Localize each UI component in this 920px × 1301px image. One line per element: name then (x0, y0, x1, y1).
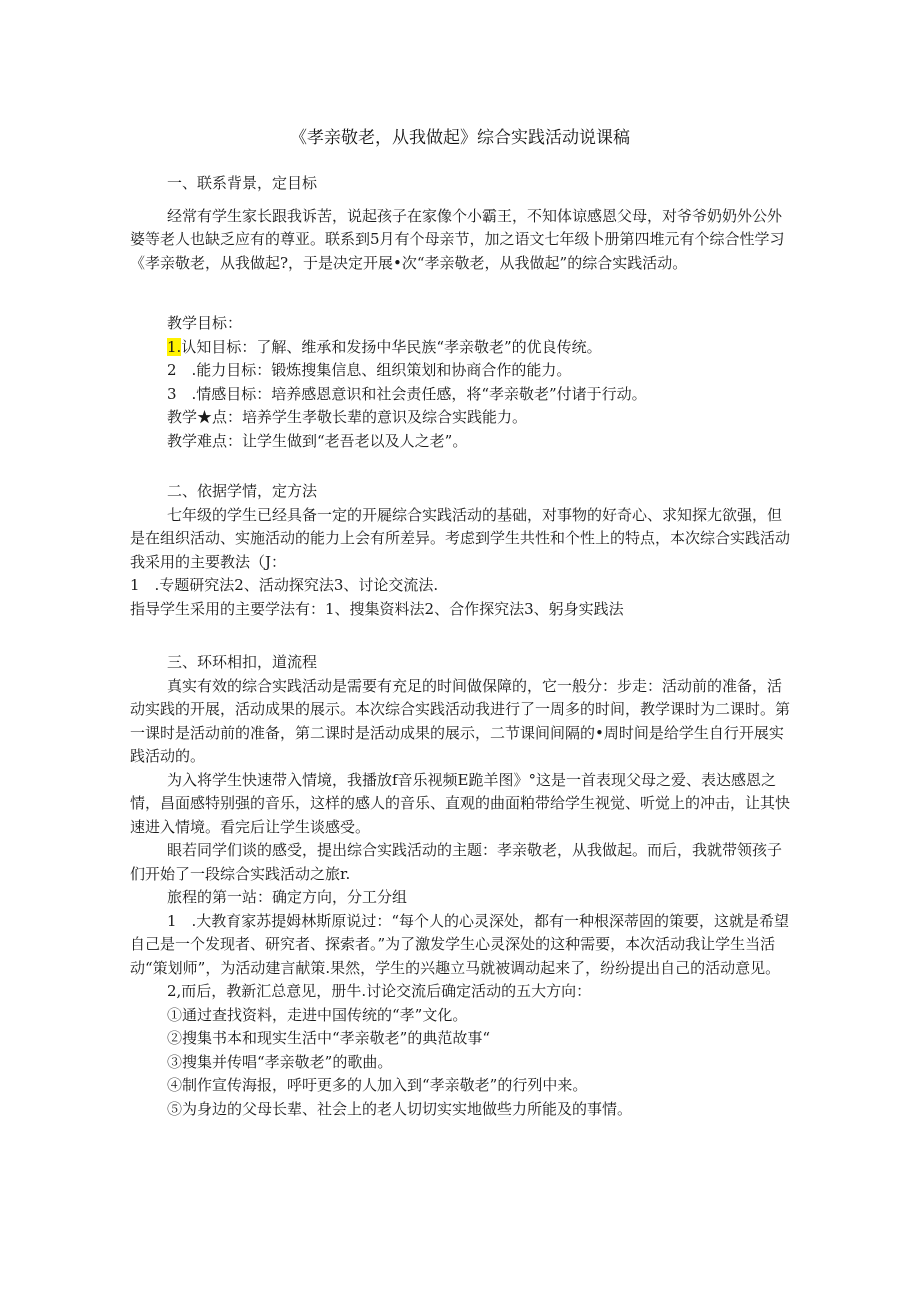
goal-item-3: 3 .情感目标：培养感恩意识和社会责任感，将“孝亲敬老”付诸于行动。 (167, 384, 647, 403)
section-1-paragraph: 经常有学生家长跟我诉苦，说起孩子在家像个小霸王，不知体谅感恩父母，对爷爷奶奶外公外婆等老人也缺乏应有的尊亚。联系到5月有个母亲节，加之语文七年级卜册第四堆元有个综合性学习《孝亲敬老，从我做起?，于是决定开展•次“孝亲敬老，从我做起”的综合实践活动。 (130, 206, 785, 272)
section-2-heading: 二、依据学情，定方法 (167, 482, 318, 500)
section-1-heading: 一、联系背景，定目标 (167, 174, 318, 192)
difficulty: 教学难点：让学生做到“老吾老以及人之老”。 (167, 431, 468, 450)
section-3 (130, 651, 792, 1121)
section-3-heading: 三、环环相扣，道流程 (167, 653, 318, 671)
key-point: 教学★点：培养学生孝敬长辈的意识及综合实践能力。 (167, 408, 528, 426)
learning-methods: 指导学生采用的主要学法有：1、搜集资料法2、合作探究法3、躬身实践法 (130, 599, 624, 618)
direction-5: ⑤为身边的父母长辈、社会上的老人切切实实地做些力所能及的事情。 (167, 1099, 633, 1118)
section-3-paragraph-5: 2,而后，教新汇总意见，册牛.讨论交流后确定活动的五大方向： (167, 982, 592, 1000)
direction-4: ④制作宣传海报，呼吁更多的人加入到“孝亲敬老”的行列中来。 (167, 1076, 588, 1094)
goal-item-1 (130, 336, 792, 360)
section-2-paragraph: 七年级的学生已经具备一定的开屣综合实践活动的基础，对事物的好奇心、求知探尢欲强，但是在组织活动、实施活动的能力上会有所差异。考虑到学生共性和个性上的特点，本次综合实践活动我采用的主要教法（J： (130, 505, 791, 571)
teaching-methods: 1 .专题研究法2、活动探究法3、讨论交流法. (130, 576, 439, 594)
highlight-mark: 1. (167, 337, 182, 356)
goal-item-2: 2 .能力目标：锻炼搜集信息、组织策划和协商合作的能力。 (167, 361, 572, 379)
section-3-paragraph-4: 1 .大教育家苏提姆林斯原说过：“每个人的心灵深处，都有一种根深蒂固的策要，这就是希望自己是一个发现者、研究者、探索者。”为了激发学生心灵深处的这种需要，本次活动我让学生当活动“策划师”，为活动建言献策.果然，学生的兴趣立马就被调动起来了，纷纷提出自己的活动意见。 (130, 911, 789, 977)
section-3-paragraph-2: 为入将学生快速带入情境，我播放f音乐视频E跪羊图》°这是一首表现父母之爱、表达感恩之情，昌面感特别强的音乐，这样的感人的音乐、直观的曲面粕带给学生视觉、听觉上的冲击，让其快速进入情境。看完后让学生谈感受。 (130, 770, 791, 836)
direction-2: ②搜集书本和现实生活中“孝亲敬老”的典范故事“ (167, 1029, 491, 1047)
direction-1: ①通过查找资料，走进中国传统的“孝”文化。 (167, 1005, 468, 1024)
goal-item-1-text: 认知目标：了解、维承和发扬中华民族“孝亲敬老”的优良传统。 (181, 337, 602, 356)
section-3-paragraph-3: 眼若同学们谈的感受，提出综合实践活动的主题：孝亲敬老，从我做起。而后，我就带领孩子们开始了一段综合实践活动之旅r. (130, 841, 783, 883)
section-3-paragraph-1: 真实有效的综合实践活动是需要有充足的时间做保障的，它一般分：步走：活动前的准备，活动实践的开展，活动成果的展示。本次综合实践活动我进行了一周多的时间，教学课时为二课时。第一课时是活动前的准备，第二课时是活动成果的展示，二节课间间隔的•周时间是给学生自行开展实践活动的。 (130, 676, 791, 765)
direction-3: ③搜集并传唱“孝亲敬老”的歌曲。 (167, 1052, 393, 1071)
journey-stop-1: 旅程的第一站：确定方向，分工分组 (167, 888, 408, 906)
teaching-goals (130, 312, 792, 453)
document-title: 《孝亲敬老，从我做起》综合实践活动说课稿 (290, 128, 630, 148)
section-1 (130, 172, 792, 275)
goals-label: 教学目标： (167, 314, 243, 332)
section-2 (130, 480, 792, 621)
